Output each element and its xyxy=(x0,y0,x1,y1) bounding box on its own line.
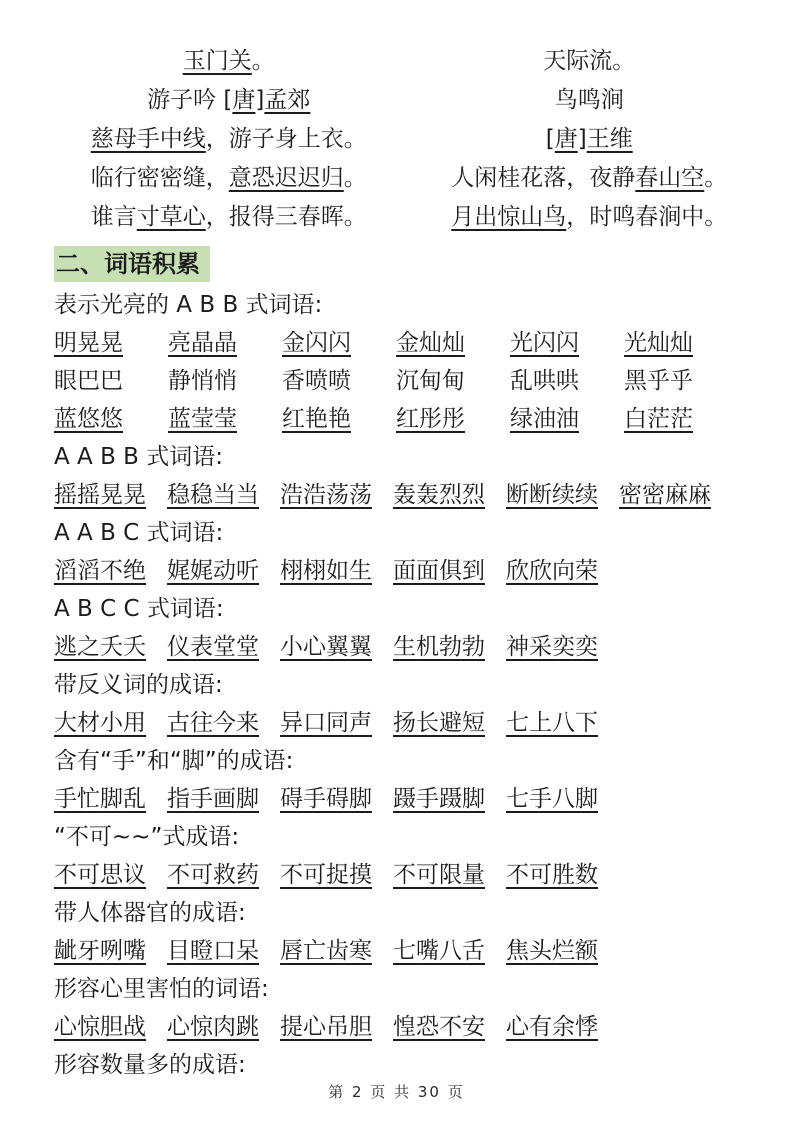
word-row xyxy=(54,476,753,514)
word-row xyxy=(54,552,753,590)
word-item: 密密麻麻 xyxy=(619,482,711,508)
word-item: 光闪闪 xyxy=(510,330,579,356)
poem-line xyxy=(54,120,404,159)
word-item: 静悄悄 xyxy=(168,368,237,394)
phrase: 人闲桂花落，夜静 xyxy=(451,165,636,191)
word-item: 绿油油 xyxy=(510,406,579,432)
underlined-phrase: 唐 xyxy=(554,126,578,152)
underlined-phrase: 月出惊山鸟 xyxy=(451,204,567,230)
word-item: 小心翼翼 xyxy=(280,634,372,660)
word-item: 不可捉摸 xyxy=(280,862,372,888)
word-item: 欣欣向荣 xyxy=(506,558,598,584)
word-item: 蹑手蹑脚 xyxy=(393,786,485,812)
word-group-label: A A B C 式词语: xyxy=(54,520,224,546)
word-item: 碍手碍脚 xyxy=(280,786,372,812)
poem-line xyxy=(54,42,404,81)
word-item: 摇摇晃晃 xyxy=(54,482,146,508)
phrase: ，游子身上衣。 xyxy=(205,126,367,152)
phrase: 游子吟 xyxy=(147,87,224,113)
poem-line xyxy=(54,198,404,237)
word-item: 大材小用 xyxy=(54,710,146,736)
word-item: 栩栩如生 xyxy=(280,558,372,584)
word-item: 指手画脚 xyxy=(167,786,259,812)
word-item: 神采奕奕 xyxy=(506,634,598,660)
word-item: 轰轰烈烈 xyxy=(393,482,485,508)
phrase: ，报得三春晖。 xyxy=(205,204,367,230)
word-item: 明晃晃 xyxy=(54,330,123,356)
phrase: 。 xyxy=(343,165,367,191)
word-item: 提心吊胆 xyxy=(280,1014,372,1040)
phrase: ，时鸣春涧中。 xyxy=(566,204,728,230)
word-item: 金闪闪 xyxy=(282,330,351,356)
word-item: 不可胜数 xyxy=(506,862,598,888)
word-item: 白茫茫 xyxy=(624,406,693,432)
poem-line xyxy=(426,120,754,159)
word-item: 心惊肉跳 xyxy=(167,1014,259,1040)
word-group-label: A A B B 式词语: xyxy=(54,444,224,470)
word-row xyxy=(54,780,753,818)
word-row xyxy=(54,932,753,970)
word-item: 娓娓动听 xyxy=(167,558,259,584)
phrase: ] xyxy=(577,126,587,152)
underlined-phrase: 孟郊 xyxy=(264,87,311,113)
word-item: 惶恐不安 xyxy=(393,1014,485,1040)
phrase: 天际流。 xyxy=(543,48,636,74)
poem-column-right xyxy=(404,42,754,237)
word-item: 蓝悠悠 xyxy=(54,406,123,432)
word-item: 亮晶晶 xyxy=(168,330,237,356)
phrase: [ xyxy=(223,87,233,113)
word-item: 眼巴巴 xyxy=(54,368,123,394)
word-item: 不可思议 xyxy=(54,862,146,888)
word-item: 七上八下 xyxy=(506,710,598,736)
word-item: 龇牙咧嘴 xyxy=(54,938,146,964)
underlined-phrase: 玉门关 xyxy=(182,48,252,74)
word-item: 稳稳当当 xyxy=(167,482,259,508)
word-item: 香喷喷 xyxy=(282,368,351,394)
poem-columns xyxy=(54,42,753,237)
word-item: 金灿灿 xyxy=(396,330,465,356)
word-item: 仪表堂堂 xyxy=(167,634,259,660)
word-item: 心惊胆战 xyxy=(54,1014,146,1040)
poem-line xyxy=(426,159,754,198)
poem-line xyxy=(426,42,754,81)
word-item: 蓝莹莹 xyxy=(168,406,237,432)
poem-line xyxy=(426,81,754,120)
word-group-label: 含有“手”和“脚”的成语: xyxy=(54,748,294,774)
section-heading: 二、词语积累 xyxy=(54,246,210,282)
word-group-label: 形容数量多的成语: xyxy=(54,1052,246,1078)
word-item: 面面俱到 xyxy=(393,558,485,584)
poem-line xyxy=(54,159,404,198)
word-group-label: 带人体器官的成语: xyxy=(54,900,246,926)
word-item: 逃之夭夭 xyxy=(54,634,146,660)
word-row xyxy=(54,362,753,400)
word-item: 浩浩荡荡 xyxy=(280,482,372,508)
word-item: 乱哄哄 xyxy=(510,368,579,394)
underlined-phrase: 春山空 xyxy=(635,165,705,191)
word-row xyxy=(54,628,753,666)
word-item: 红彤彤 xyxy=(396,406,465,432)
poem-line xyxy=(54,81,404,120)
word-item: 红艳艳 xyxy=(282,406,351,432)
poem-column-left xyxy=(54,42,404,237)
underlined-phrase: 寸草心 xyxy=(136,204,206,230)
word-item: 心有余悸 xyxy=(506,1014,598,1040)
word-item: 目瞪口呆 xyxy=(167,938,259,964)
phrase: 谁言 xyxy=(90,204,137,230)
word-item: 不可救药 xyxy=(167,862,259,888)
word-item: 滔滔不绝 xyxy=(54,558,146,584)
word-item: 扬长避短 xyxy=(393,710,485,736)
word-item: 手忙脚乱 xyxy=(54,786,146,812)
word-item: 不可限量 xyxy=(393,862,485,888)
section-heading-line xyxy=(54,246,753,286)
word-item: 黑乎乎 xyxy=(624,368,693,394)
phrase: 临行密密缝， xyxy=(90,165,229,191)
word-item: 古往今来 xyxy=(167,710,259,736)
poem-line xyxy=(426,198,754,237)
phrase: 。 xyxy=(251,48,275,74)
word-item: 唇亡齿寒 xyxy=(280,938,372,964)
underlined-phrase: 意恐迟迟归 xyxy=(228,165,344,191)
phrase: 。 xyxy=(704,165,728,191)
word-item: 沉甸甸 xyxy=(396,368,465,394)
underlined-phrase: 唐 xyxy=(232,87,256,113)
word-group-label: 带反义词的成语: xyxy=(54,672,223,698)
word-item: 七手八脚 xyxy=(506,786,598,812)
word-group-label: “不可~~”式成语: xyxy=(54,824,240,850)
underlined-phrase: 王维 xyxy=(586,126,633,152)
underlined-phrase: 慈母手中线 xyxy=(90,126,206,152)
word-group-label: 形容心里害怕的词语: xyxy=(54,976,269,1002)
word-row xyxy=(54,856,753,894)
word-group-label: 表示光亮的 A B B 式词语: xyxy=(54,292,323,318)
word-row xyxy=(54,400,753,438)
word-row xyxy=(54,704,753,742)
page-footer: 第 2 页 共 30 页 xyxy=(328,1083,465,1101)
word-row xyxy=(54,324,753,362)
word-item: 断断续续 xyxy=(506,482,598,508)
word-item: 焦头烂额 xyxy=(506,938,598,964)
word-item: 光灿灿 xyxy=(624,330,693,356)
word-row xyxy=(54,1008,753,1046)
word-item: 生机勃勃 xyxy=(393,634,485,660)
phrase: ] xyxy=(255,87,265,113)
word-blocks xyxy=(54,286,753,1084)
word-item: 异口同声 xyxy=(280,710,372,736)
word-item: 七嘴八舌 xyxy=(393,938,485,964)
word-group-label: A B C C 式词语: xyxy=(54,596,224,622)
phrase: 鸟鸣涧 xyxy=(554,87,624,113)
phrase: [ xyxy=(545,126,555,152)
